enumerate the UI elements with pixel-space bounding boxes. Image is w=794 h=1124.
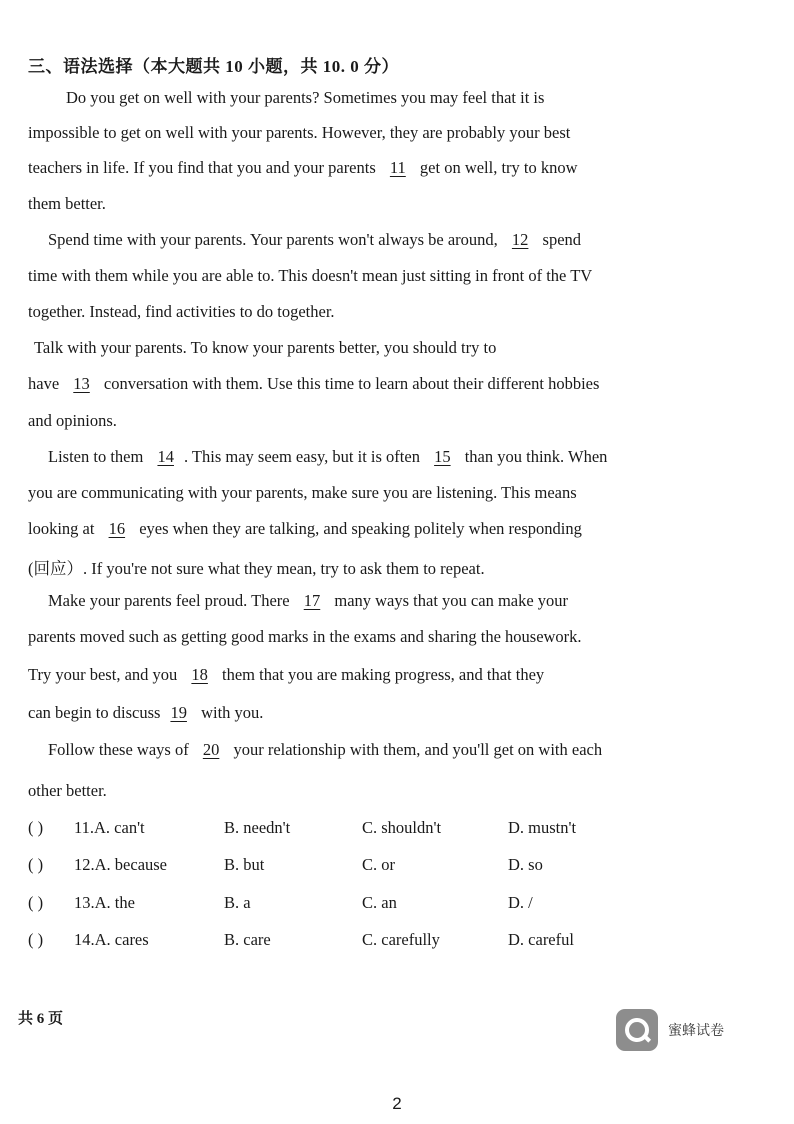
option-d[interactable]: D. careful bbox=[508, 930, 574, 949]
section-heading: 三、语法选择（本大题共 10 小题，共 10. 0 分） bbox=[28, 57, 399, 76]
passage-line bbox=[28, 703, 263, 723]
text-segment: Follow these ways of bbox=[48, 740, 189, 759]
option-c[interactable]: C. carefully bbox=[362, 930, 440, 949]
passage-line: time with them while you are able to. This doesn't mean just sitting in front of the TV bbox=[28, 266, 593, 285]
blank-16[interactable]: 16 bbox=[108, 519, 126, 538]
option-b[interactable]: B. a bbox=[224, 893, 251, 912]
page-number: 2 bbox=[392, 1094, 402, 1113]
option-c[interactable]: C. shouldn't bbox=[362, 818, 442, 837]
text-segment: Make your parents feel proud. There bbox=[48, 591, 290, 610]
option-b[interactable]: B. needn't bbox=[224, 818, 291, 837]
text-segment: with you. bbox=[201, 703, 264, 722]
brand-name: 蜜蜂试卷 bbox=[668, 1023, 724, 1039]
passage-line bbox=[48, 447, 607, 467]
passage-line: you are communicating with your parents, make sure you are listening. This means bbox=[28, 483, 577, 502]
blank-12[interactable]: 12 bbox=[511, 230, 529, 249]
blank-14[interactable]: 14 bbox=[157, 447, 174, 466]
option-c[interactable]: C. or bbox=[362, 855, 395, 874]
passage-line: Talk with your parents. To know your parents better, you should try to bbox=[34, 338, 497, 357]
option-c[interactable]: C. an bbox=[362, 893, 397, 912]
option-d[interactable]: D. / bbox=[508, 893, 533, 912]
brand-logo-icon bbox=[616, 1009, 658, 1051]
passage-line bbox=[48, 230, 581, 250]
answer-paren[interactable]: ( ) bbox=[28, 855, 44, 874]
passage-line: other better. bbox=[28, 781, 107, 800]
text-segment: than you think. When bbox=[464, 447, 608, 466]
text-segment: spend bbox=[542, 230, 582, 249]
blank-20[interactable]: 20 bbox=[202, 740, 220, 759]
text-segment: Spend time with your parents. Your parents won't always be around, bbox=[48, 230, 498, 249]
blank-11[interactable]: 11 bbox=[389, 158, 406, 177]
passage-line bbox=[28, 158, 578, 178]
blank-13[interactable]: 13 bbox=[73, 374, 90, 393]
text-segment: many ways that you can make your bbox=[334, 591, 569, 610]
blank-15[interactable]: 15 bbox=[434, 447, 451, 466]
answer-paren[interactable]: ( ) bbox=[28, 930, 44, 949]
brand-watermark bbox=[616, 1009, 724, 1051]
passage-line bbox=[28, 519, 582, 539]
option-a[interactable]: 14.A. cares bbox=[74, 930, 149, 949]
passage-line bbox=[48, 591, 568, 611]
option-b[interactable]: B. but bbox=[224, 855, 265, 874]
option-d[interactable]: D. so bbox=[508, 855, 543, 874]
option-a[interactable]: 12.A. because bbox=[74, 855, 168, 874]
blank-19[interactable]: 19 bbox=[170, 703, 187, 722]
passage-line: impossible to get on well with your parents. However, they are probably your best bbox=[28, 123, 571, 142]
text-segment: Try your best, and you bbox=[28, 665, 178, 684]
answer-paren[interactable]: ( ) bbox=[28, 893, 44, 912]
passage-line bbox=[28, 665, 544, 685]
option-a[interactable]: 11.A. can't bbox=[74, 818, 145, 837]
blank-17[interactable]: 17 bbox=[303, 591, 321, 610]
option-d[interactable]: D. mustn't bbox=[508, 818, 577, 837]
answer-paren[interactable]: ( ) bbox=[28, 818, 44, 837]
passage-line: together. Instead, find activities to do together. bbox=[28, 302, 335, 321]
text-segment: them that you are making progress, and that they bbox=[222, 665, 545, 684]
text-segment: your relationship with them, and you'll get on with each bbox=[233, 740, 603, 759]
text-segment: conversation with them. Use this time to learn about their different hobbies bbox=[103, 374, 600, 393]
passage-line bbox=[28, 374, 599, 394]
total-pages: 共 6 页 bbox=[18, 1011, 64, 1027]
option-b[interactable]: B. care bbox=[224, 930, 271, 949]
text-segment: looking at bbox=[28, 519, 95, 538]
text-segment: eyes when they are talking, and speaking politely when responding bbox=[139, 519, 582, 538]
text-segment: have bbox=[28, 374, 60, 393]
text-segment: Listen to them bbox=[48, 447, 144, 466]
passage-line: parents moved such as getting good marks in the exams and sharing the housework. bbox=[28, 627, 582, 646]
passage-line: (回应）. If you're not sure what they mean, try to ask them to repeat. bbox=[28, 559, 485, 578]
blank-18[interactable]: 18 bbox=[191, 665, 208, 684]
passage-line: Do you get on well with your parents? Sometimes you may feel that it is bbox=[66, 88, 545, 107]
text-segment: . This may seem easy, but it is often bbox=[183, 447, 420, 466]
text-segment: get on well, try to know bbox=[419, 158, 578, 177]
text-segment: teachers in life. If you find that you and your parents bbox=[28, 158, 376, 177]
passage-line: them better. bbox=[28, 194, 106, 213]
text-segment: can begin to discuss bbox=[28, 703, 161, 722]
option-a[interactable]: 13.A. the bbox=[74, 893, 135, 912]
passage-line bbox=[48, 740, 602, 760]
passage-line: and opinions. bbox=[28, 411, 117, 430]
